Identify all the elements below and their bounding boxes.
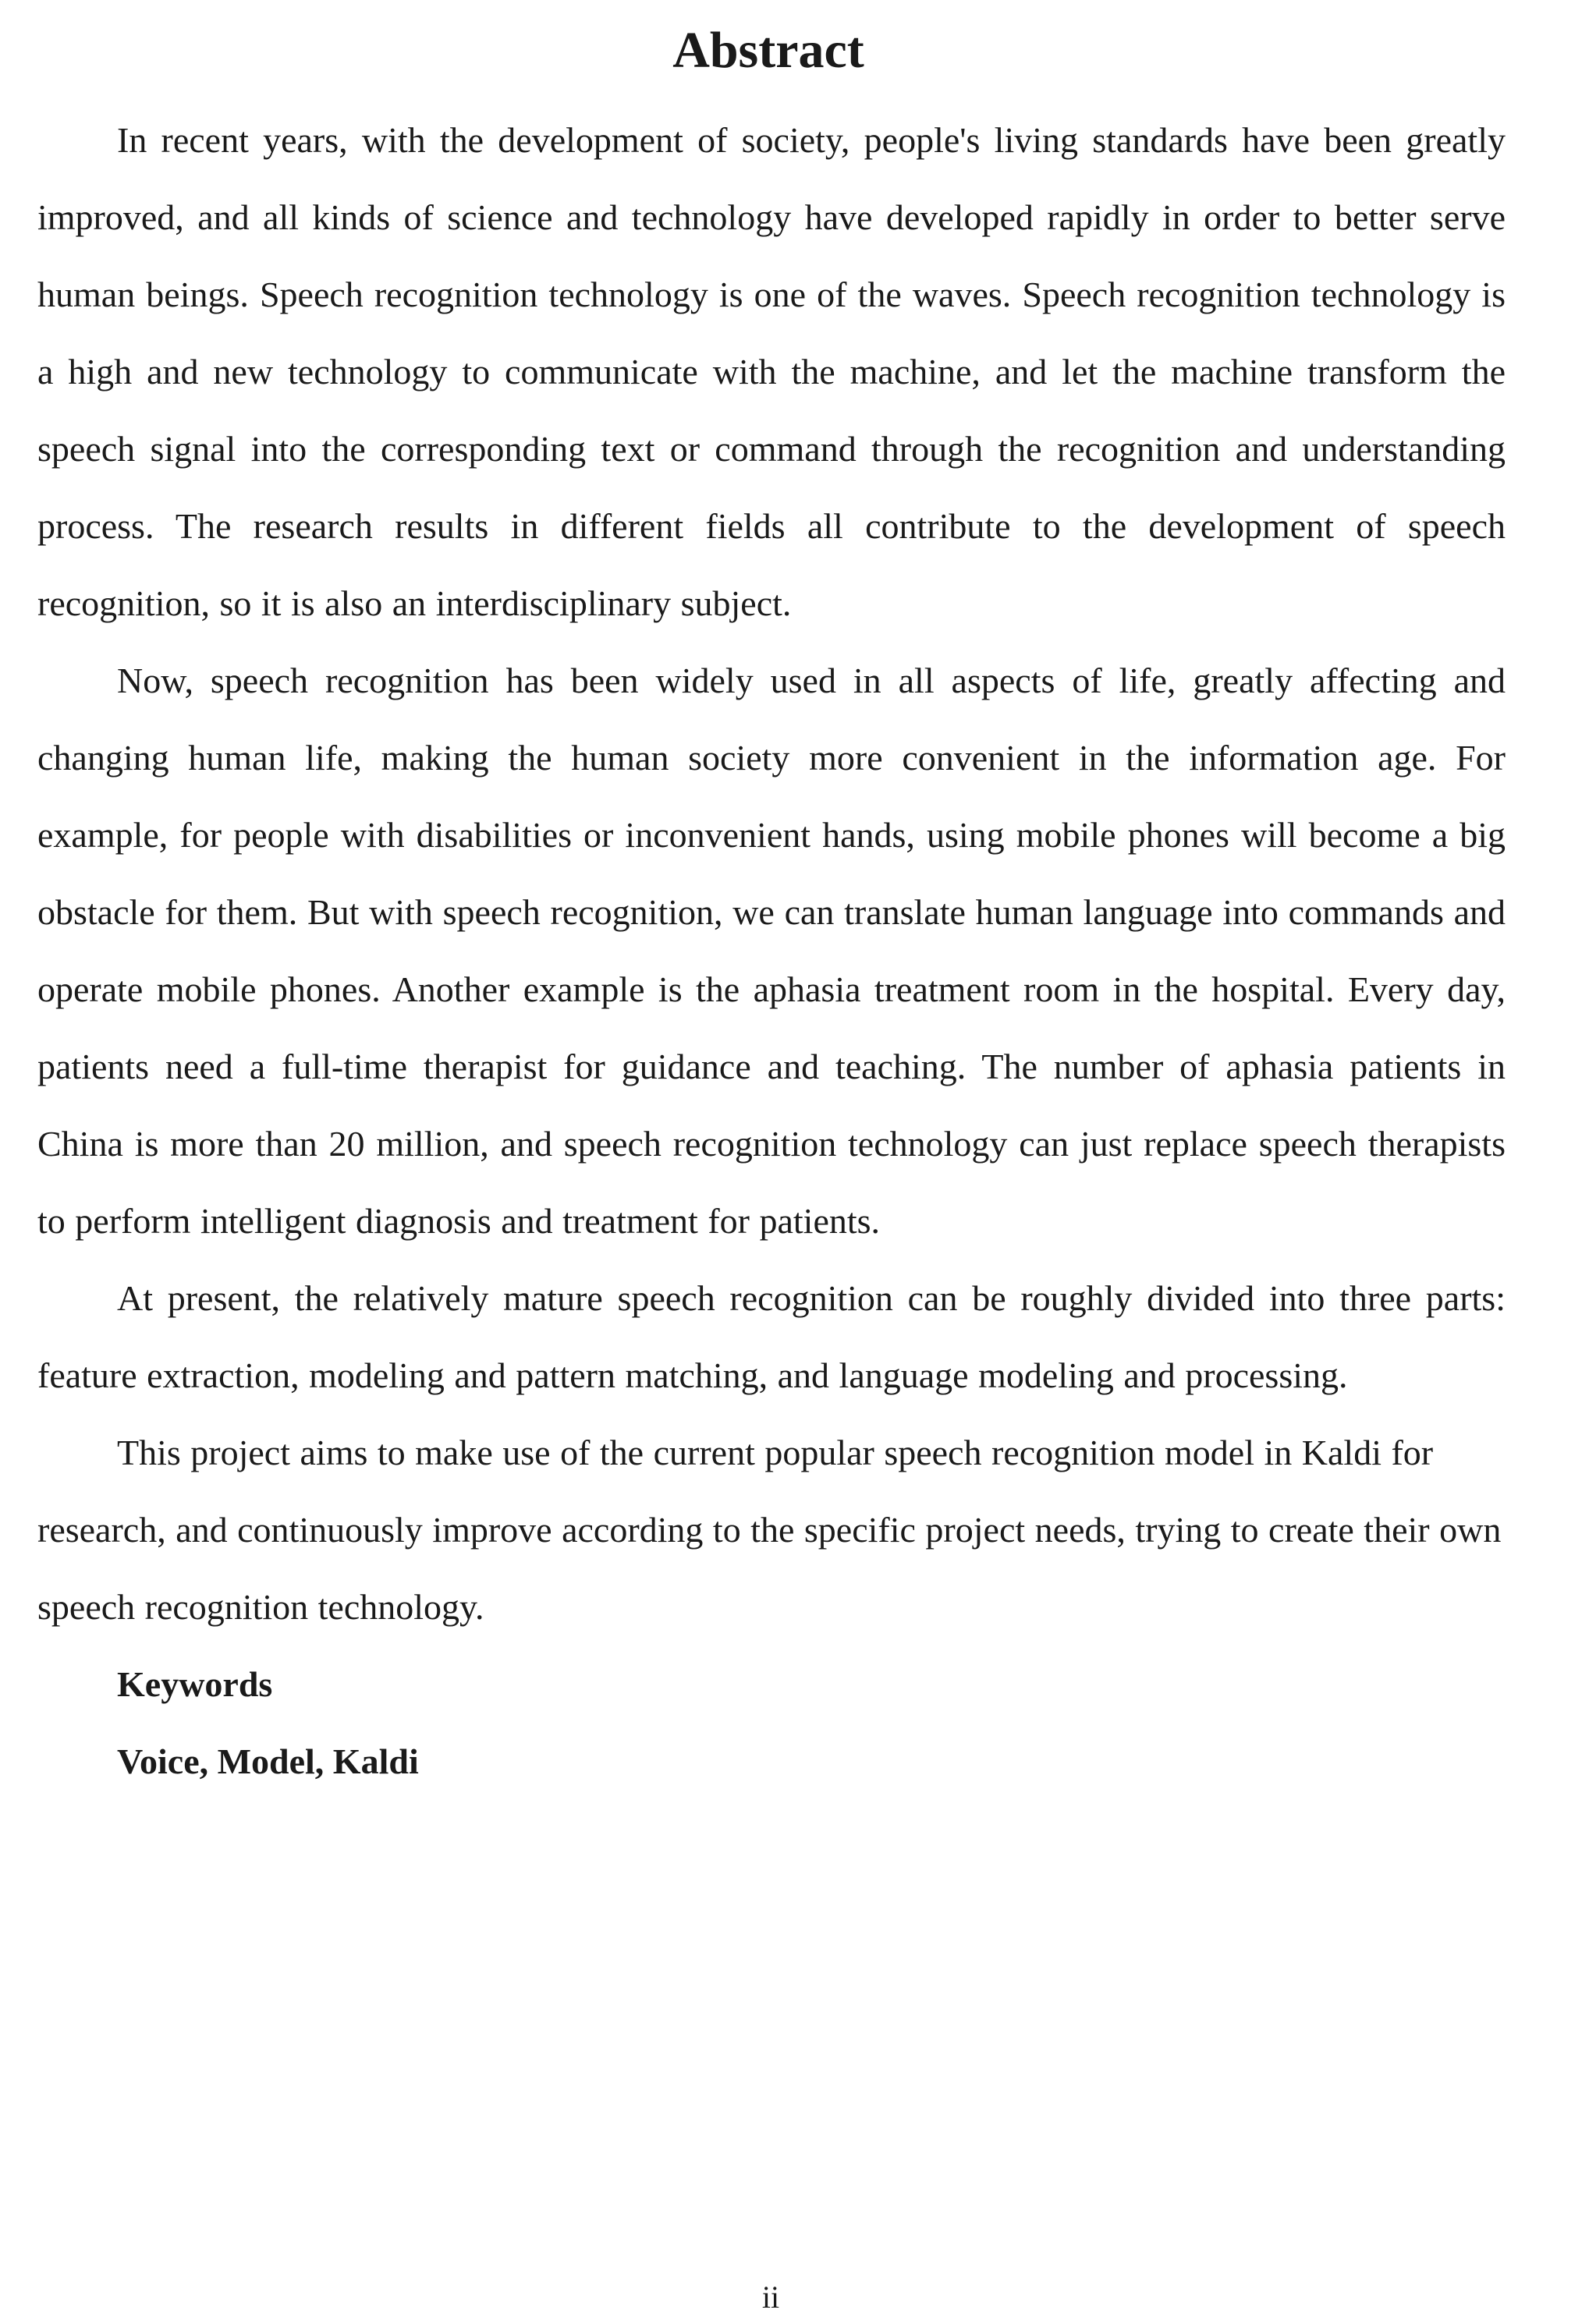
keywords-list: Voice, Model, Kaldi [117, 1741, 419, 1781]
abstract-paragraph-2: Now, speech recognition has been widely used in all aspects of life, greatly affecting and changing human life, making the human society more convenient in the information age. For example, for people with disabilities or inconvenient hands, using mobile phones will become a big obstacle for them. But with speech recognition, we can translate human language into commands and operate mobile phones. Another example is the aphasia treatment room in the hospital. Every day, patients need a full-time therapist for guidance and teaching. The number of aphasia patients in China is more than 20 million, and speech recognition technology can just replace speech therapists to perform intelligent diagnosis and treatment for patients. [37, 661, 1506, 1241]
abstract-title: Abstract [672, 22, 864, 79]
keywords-heading: Keywords [117, 1664, 273, 1704]
page-number: ii [761, 2280, 780, 2315]
abstract-paragraph-1: In recent years, with the development of society, people's living standards have been greatly improved, and all kinds of science and technology have developed rapidly in order to better serve human beings. Speech recognition technology is one of the waves. Speech recognition technology is a high and new technology to communicate with the machine, and let the machine transform the speech signal into the corresponding text or command through the recognition and understanding process. The research results in different fields all contribute to the development of speech recognition, so it is also an interdisciplinary subject. [37, 120, 1506, 623]
abstract-body [37, 101, 1506, 1800]
abstract-paragraph-4: This project aims to make use of the current popular speech recognition model in Kaldi for research, and continuously improve according to the specific project needs, trying to create their own speech recognition technology. [37, 1433, 1502, 1627]
abstract-paragraph-3: At present, the relatively mature speech recognition can be roughly divided into three parts: feature extraction, modeling and pattern matching, and language modeling and processing. [37, 1278, 1506, 1395]
